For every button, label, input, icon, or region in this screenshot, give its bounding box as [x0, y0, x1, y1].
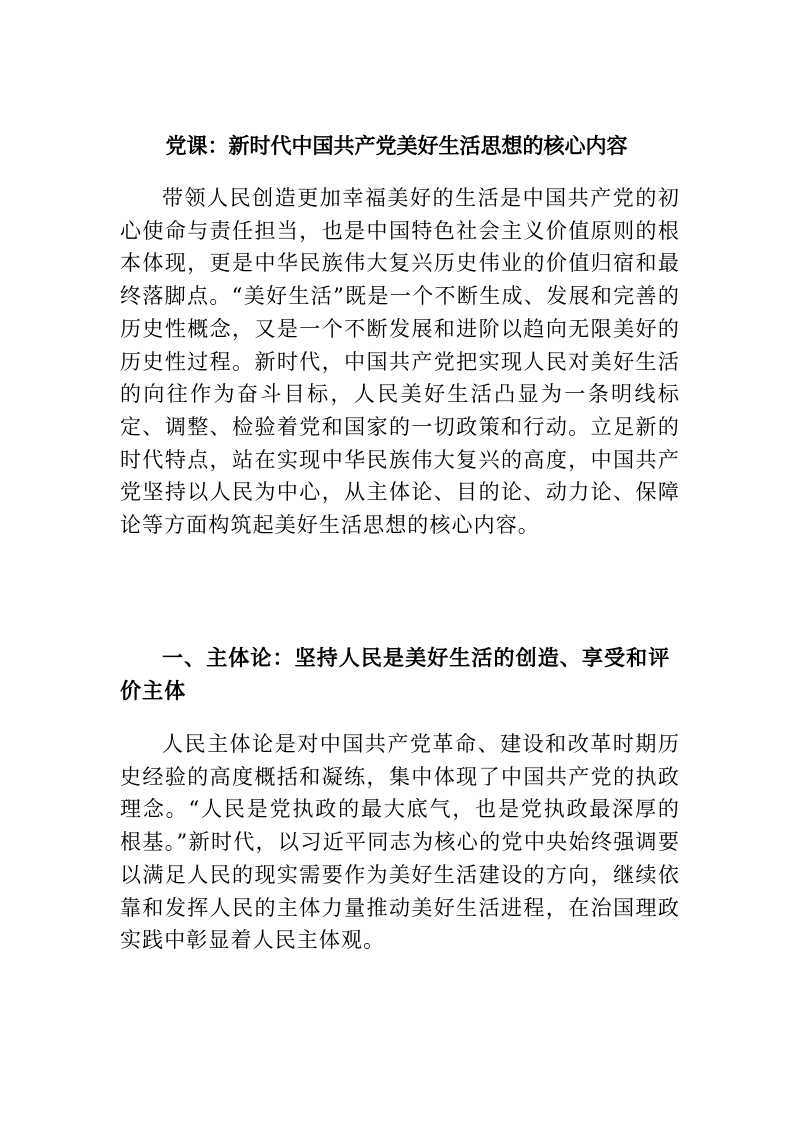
intro-paragraph: 带领人民创造更加幸福美好的生活是中国共产党的初心使命与责任担当，也是中国特色社会主义价值原则的根本体现，更是中华民族伟大复兴历史伟业的价值归宿和最终落脚点。“美好生活”既是一个不断生成、发展和完善的历史性概念，又是一个不断发展和进阶以趋向无限美好的历史性过程。新时代，中国共产党把实现人民对美好生活的向往作为奋斗目标，人民美好生活凸显为一条明线标定、调整、检验着党和国家的一切政策和行动。立足新的时代特点，站在实现中华民族伟大复兴的高度，中国共产党坚持以人民为中心，从主体论、目的论、动力论、保障论等方面构筑起美好生活思想的核心内容。 [120, 186, 680, 538]
document-title: 党课：新时代中国共产党美好生活思想的核心内容 [165, 133, 628, 158]
section-paragraph: 人民主体论是对中国共产党革命、建设和改革时期历史经验的高度概括和凝练，集中体现了中国共产党的执政理念。“人民是党执政的最大底气，也是党执政最深厚的根基。”新时代，以习近平同志为核心的党中央始终强调要以满足人民的现实需要作为美好生活建设的方向，继续依靠和发挥人民的主体力量推动美好生活进程，在治国理政实践中彰显着人民主体观。 [120, 732, 680, 953]
section-heading: 一、主体论：坚持人民是美好生活的创造、享受和评价主体 [120, 645, 671, 703]
